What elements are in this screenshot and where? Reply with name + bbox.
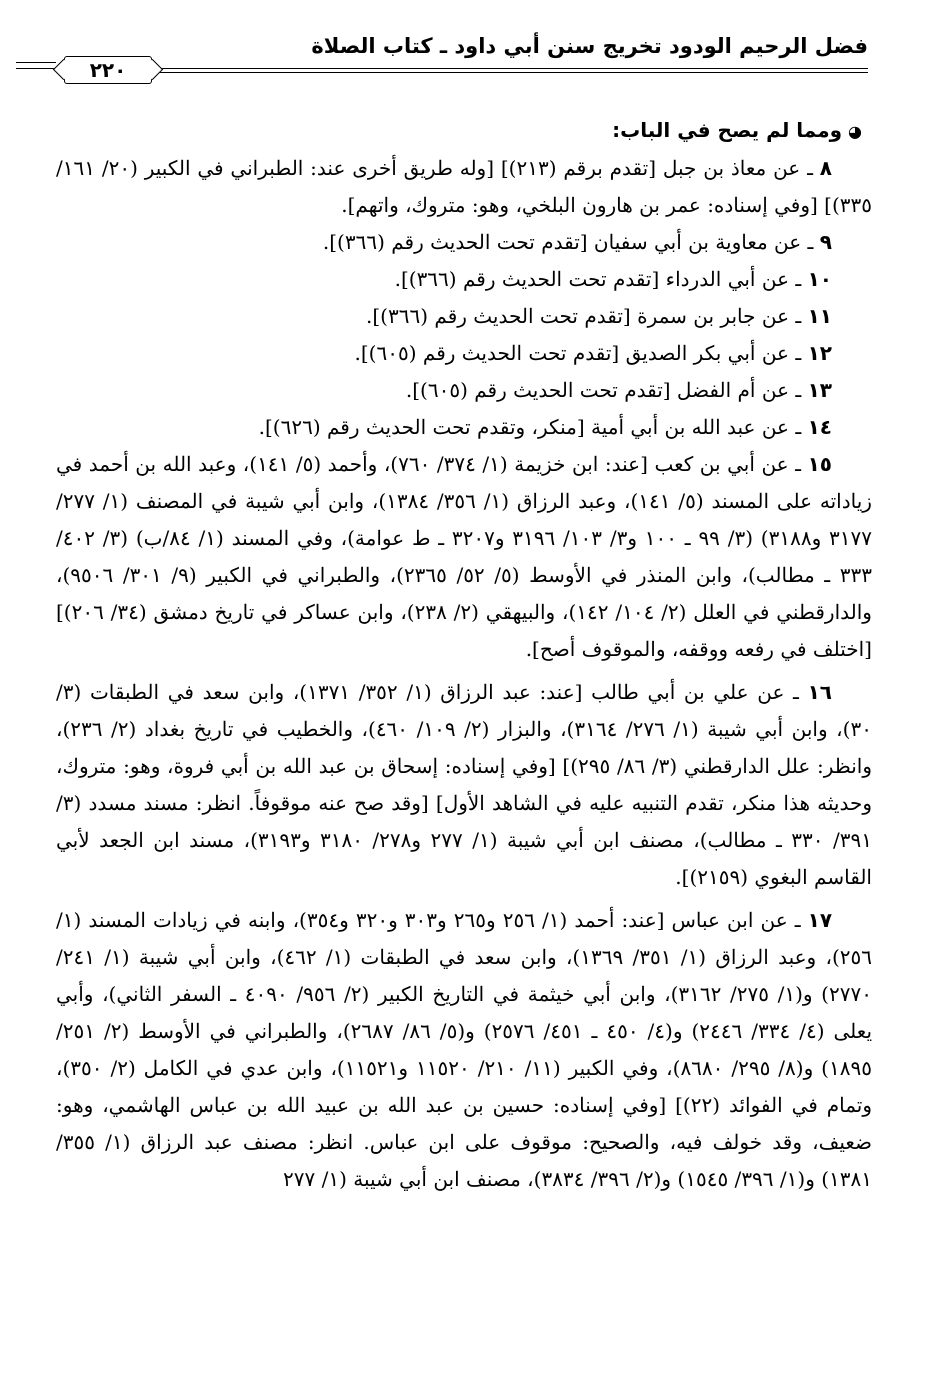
entry-text: ـ عن جابر بن سمرة [تقدم تحت الحديث رقم (٣٦٦)]. — [366, 304, 802, 328]
header-rule-secondary — [58, 72, 868, 73]
circle-bullet-icon: ◕ — [848, 122, 862, 141]
entry-text: ـ عن أبي بكر الصديق [تقدم تحت الحديث رقم (٦٠٥)]. — [354, 341, 802, 365]
entry-15 — [56, 446, 872, 668]
section-title-text: ومما لم يصح في الباب: — [612, 118, 843, 142]
entry-13 — [56, 372, 872, 409]
entry-12 — [56, 335, 872, 372]
running-header — [58, 34, 868, 74]
entry-number: ١٦ — [807, 680, 832, 704]
entry-17 — [56, 902, 872, 1198]
entry-text: ـ عن ابن عباس [عند: أحمد (١/ ٢٥٦ و٢٦٥ و٣٠٣ و٣٢٠ و٣٥٤)، وابنه في زيادات المسند (١/ ٢٥٦)، وعبد الرزاق (١/ ٣٥١/ ١٣٦٩)، وابن سعد في الطبقات (١/ ٤٦٢)، وابن أبي شيبة (١/ ٢٤١/ ٢٧٧٠) و(١/ ٢٧٥/ ٣١٦٢)، وابن أبي خيثمة في التاريخ الكبير (٢/ ٩٥٦/ ٤٠٩٠ ـ السفر الثاني)، وأبي يعلى (٤/ ٣٣٤/ ٢٤٤٦) و(٤/ ٤٥٠ ـ ٤٥١/ ٢٥٧٦) و(٥/ ٨٦/ ٢٦٨٧)، والطبراني في الأوسط (٢/ ٢٥١/ ١٨٩٥) و(٨/ ٢٩٥/ ٨٦٨٠)، وفي الكبير (١١/ ٢١٠/ ١١٥٢٠ و١١٥٢١)، وابن عدي في الكامل (٢/ ٣٥٠)، وتمام في الفوائد (٢٢)] [وفي إسناده: حسين بن عبد الله بن عبيد الله بن عباس الهاشمي، وهو: ضعيف، وقد خولف فيه، والصحيح: موقوف على ابن عباس. انظر: مصنف عبد الرزاق (١/ ٣٥٥/ ١٣٨١) و(١/ ٣٩٦/ ١٥٤٥) و(٢/ ٣٩٦/ ٣٨٣٤)، مصنف ابن أبي شيبة (١/ ٢٧٧ — [56, 908, 873, 1191]
entry-number: ١٣ — [807, 378, 832, 402]
entry-text: ـ عن أبي الدرداء [تقدم تحت الحديث رقم (٣٦٦)]. — [394, 267, 802, 291]
entry-text: ـ عن أبي بن كعب [عند: ابن خزيمة (١/ ٣٧٤/ ٧٦٠)، وأحمد (٥/ ١٤١)، وعبد الله بن أحمد في زياداته على المسند (٥/ ١٤١)، وعبد الرزاق (١/ ٣٥٦/ ١٣٨٤)، وابن أبي شيبة في المصنف (١/ ٢٧٧/ ٣١٧٧ و٣١٨٨) (٣/ ٩٩ ـ ١٠٠ و٣/ ١٠٣/ ٣١٩٦ و٣٢٠٧ ـ ط عوامة)، وفي المسند (١/ ٨٤/ب) (٣/ ٤٠٢/ ٣٣٣ ـ مطالب)، وابن المنذر في الأوسط (٥/ ٥٢/ ٢٣٦٥)، والطبراني في الكبير (٩/ ٣٠١/ ٩٥٠٦)، والدارقطني في العلل (٢/ ١٠٤/ ١٤٢)، والبيهقي (٢/ ٢٣٨)، وابن عساكر في تاريخ دمشق (٣٤/ ٢٠٦)] [اختلف في رفعه ووقفه، والموقوف أصح]. — [56, 452, 872, 661]
entry-text: ـ عن معاوية بن أبي سفيان [تقدم تحت الحديث رقم (٣٦٦)]. — [322, 230, 814, 254]
entry-text: ـ عن عبد الله بن أبي أمية [منكر، وتقدم تحت الحديث رقم (٦٢٦)]. — [258, 415, 802, 439]
entry-9 — [56, 224, 872, 261]
entry-text: ـ عن معاذ بن جبل [تقدم برقم (٢١٣)] [وله طريق أخرى عند: الطبراني في الكبير (٢٠/ ١٦١/ ٣٣٥)] [وفي إسناده: عمر بن هارون البلخي، وهو: متروك، واتهم]. — [56, 156, 872, 217]
header-rule — [58, 68, 868, 69]
entry-text: ـ عن علي بن أبي طالب [عند: عبد الرزاق (١/ ٣٥٢/ ١٣٧١)، وابن سعد في الطبقات (٣/ ٣٠)، وابن أبي شيبة (١/ ٢٧٦/ ٣١٦٤)، والبزار (٢/ ١٠٩/ ٤٦٠)، والخطيب في تاريخ بغداد (٢/ ٢٣٦)، وانظر: علل الدارقطني (٣/ ٨٦/ ٢٩٥)] [وفي إسناده: إسحاق بن عبد الله بن أبي فروة، وهو: متروك، وحديثه هذا منكر، تقدم التنبيه عليه في الشاهد الأول] [وقد صح عنه موقوفاً. انظر: مسند مسدد (٣/ ٣٩١/ ٣٣٠ ـ مطالب)، مصنف ابن أبي شيبة (١/ ٢٧٧ و٢٧٨/ ٣١٨٠ و٣١٩٣)، مسند ابن الجعد لأبي القاسم البغوي (٢١٥٩)]. — [56, 680, 872, 889]
header-title: فضل الرحيم الودود تخريج سنن أبي داود ـ كتاب الصلاة — [311, 34, 868, 58]
page-number: ٢٢٠ — [64, 56, 152, 84]
entry-8 — [56, 150, 872, 224]
entry-number: ١٧ — [807, 908, 833, 932]
decorative-dash — [16, 62, 56, 63]
entry-number: ١١ — [807, 304, 832, 328]
entry-number: ١٢ — [807, 341, 832, 365]
decorative-dash-secondary — [16, 68, 56, 69]
body-content — [56, 104, 872, 1198]
entry-11 — [56, 298, 872, 335]
section-heading — [56, 112, 872, 150]
entry-16 — [56, 674, 872, 896]
entry-14 — [56, 409, 872, 446]
entry-number: ١٥ — [807, 452, 832, 476]
entry-number: ١٤ — [807, 415, 832, 439]
entry-number: ٩ — [819, 230, 832, 254]
entry-10 — [56, 261, 872, 298]
entry-number: ٨ — [819, 156, 832, 180]
entry-number: ١٠ — [807, 267, 832, 291]
entry-text: ـ عن أم الفضل [تقدم تحت الحديث رقم (٦٠٥)]. — [405, 378, 802, 402]
